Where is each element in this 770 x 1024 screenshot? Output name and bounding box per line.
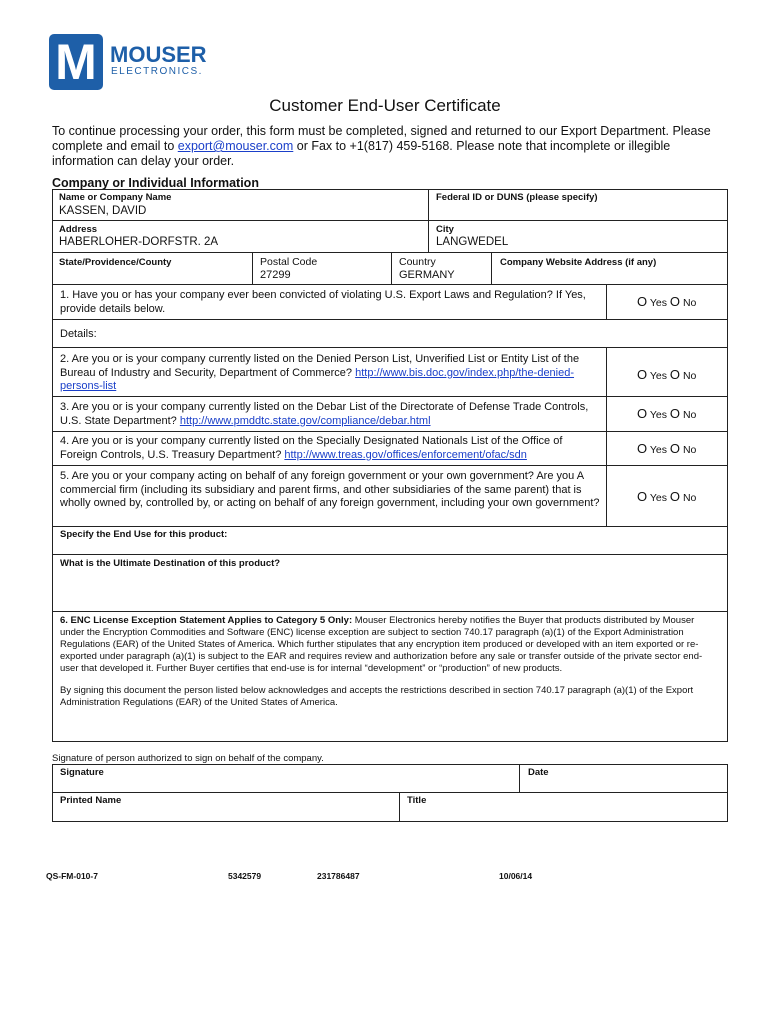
printed-name-label: Printed Name	[60, 795, 122, 806]
signature-field[interactable]	[52, 764, 520, 793]
question-2-yes-no[interactable]	[637, 368, 696, 383]
question-3-text	[60, 401, 600, 428]
question-2-body: 2. Are you or is your company currently listed on the Denied Person List, Unverified List or Entity List of the Bureau of Industry and Security, Department of Commerce?	[60, 353, 580, 379]
name-value: KASSEN, DAVID	[59, 205, 147, 217]
company-section-heading: Company or Individual Information	[52, 176, 259, 190]
question-5-text: 5. Are you or your company acting on behalf of any foreign government or your own government? Are you A commercial firm (including its subsidiary and parent firms, and other subsidiaries of the same parent) that is wholly owned by, controlled by, or acting on behalf of any foreign government, including your own government?	[60, 470, 600, 509]
no-radio-q5[interactable]: O	[669, 489, 681, 504]
signature-caption: Signature of person authorized to sign on behalf of the company.	[52, 753, 324, 764]
yes-radio-q4[interactable]: O	[637, 441, 648, 456]
question-4-body: 4. Are you or is your company currently listed on the Specially Designated Nationals List of the Office of Foreign Controls, U.S. Treasury Department?	[60, 435, 563, 461]
website-field[interactable]	[491, 252, 728, 285]
intro-text	[52, 124, 732, 169]
yes-radio-q2[interactable]: O	[637, 367, 648, 382]
question-4	[52, 431, 607, 466]
footer-date: 10/06/14	[499, 871, 533, 881]
no-radio-q4[interactable]: O	[669, 441, 681, 456]
question-3	[52, 396, 607, 432]
address-field[interactable]	[52, 220, 429, 253]
no-label-q5: No	[682, 492, 697, 504]
federal-id-field[interactable]	[428, 189, 728, 221]
question-3-yes-no[interactable]	[637, 407, 696, 422]
enc-statement	[60, 615, 720, 675]
yes-radio-q5[interactable]: O	[637, 489, 648, 504]
state-field[interactable]	[52, 252, 253, 285]
city-field[interactable]	[428, 220, 728, 253]
debar-list-link[interactable]: http://www.pmddtc.state.gov/compliance/debar.html	[179, 414, 431, 427]
sdn-list-link[interactable]: http://www.treas.gov/offices/enforcement/ofac/sdn	[284, 448, 527, 461]
denied-persons-list-link[interactable]: http://www.bis.doc.gov/index.php/the-denied-persons-list	[60, 366, 575, 392]
question-1-text: 1. Have you or has your company ever been convicted of violating U.S. Export Laws and Regulation? If Yes, provide details below.	[60, 289, 586, 315]
enc-statement-box	[52, 611, 728, 742]
country-field[interactable]	[391, 252, 492, 285]
title-label: Title	[407, 795, 427, 806]
intro-after: or Fax to +1(817) 459-5168. Please note that incomplete or illegible information can delay your order.	[52, 139, 671, 168]
form-id: QS-FM-010-7	[46, 871, 98, 881]
question-4-yes-no[interactable]	[637, 442, 696, 457]
no-label-q3: No	[682, 409, 697, 421]
address-value: HABERLOHER-DORFSTR. 2A	[59, 236, 219, 248]
postal-code-label: Postal Code	[260, 256, 318, 268]
no-label-q2: No	[682, 370, 697, 382]
name-label: Name or Company Name	[59, 192, 172, 203]
printed-name-field[interactable]	[52, 792, 400, 822]
website-label: Company Website Address (if any)	[500, 257, 657, 268]
question-3-body: 3. Are you or is your company currently listed on the Debar List of the Directorate of Defense Trade Controls, U.S. State Department?	[60, 401, 589, 427]
question-2-answer	[606, 347, 728, 397]
question-5	[52, 465, 607, 527]
question-4-text	[60, 435, 600, 462]
no-label-q4: No	[682, 444, 697, 456]
no-radio-q2[interactable]: O	[669, 367, 681, 382]
footer-number-2: 231786487	[317, 871, 360, 881]
date-field[interactable]	[519, 764, 728, 793]
federal-id-label: Federal ID or DUNS (please specify)	[436, 192, 598, 203]
city-value: LANGWEDEL	[436, 236, 509, 248]
no-radio-q1[interactable]: O	[669, 294, 681, 309]
address-label: Address	[59, 224, 98, 235]
city-label: City	[436, 224, 454, 235]
question-5-yes-no[interactable]	[637, 490, 696, 505]
question-4-answer	[606, 431, 728, 466]
question-1-yes-no[interactable]	[637, 295, 696, 310]
end-use-field[interactable]	[52, 526, 728, 555]
destination-field[interactable]	[52, 554, 728, 612]
country-value: GERMANY	[399, 269, 455, 281]
question-2-text	[60, 353, 600, 394]
question-1	[52, 284, 607, 320]
end-use-label: Specify the End Use for this product:	[60, 529, 228, 540]
destination-label: What is the Ultimate Destination of this product?	[60, 558, 281, 569]
yes-label-q1: Yes	[649, 297, 667, 309]
yes-radio-q3[interactable]: O	[637, 406, 648, 421]
postal-code-value: 27299	[260, 269, 291, 281]
yes-radio-q1[interactable]: O	[637, 294, 648, 309]
no-label-q1: No	[682, 297, 697, 309]
question-1-answer	[606, 284, 728, 320]
yes-label-q5: Yes	[649, 492, 667, 504]
intro-before: To continue processing your order, this form must be completed, signed and returned to our Export Department. Please complete and email to	[52, 124, 711, 153]
question-2	[52, 347, 607, 397]
question-5-answer	[606, 465, 728, 527]
no-radio-q3[interactable]: O	[669, 406, 681, 421]
page-title: Customer End-User Certificate	[269, 96, 501, 115]
postal-code-field[interactable]	[252, 252, 392, 285]
enc-signing-text: By signing this document the person listed below acknowledges and accepts the restrictions described in section 740.17 paragraph (a)(1) of the Export Administration Regulations (EAR) of the United States of America.	[60, 685, 694, 708]
enc-text: Mouser Electronics hereby notifies the Buyer that products distributed by Mouser under the Encryption Commodities and Software (ENC) license exception are subject to section 740.17 paragraph (a)(1) of the Export Administration Regulations (EAR) of the United States of America. Which further stipulates that any encryption item produced or developed with an item exported or re-exported under paragraph (a)(1) is subject to the EAR and requires review and authorization before any sale or transfer outside of the private sector end-user that developed it. Further Buyer certifies that end-use is for internal “development” or “production” of new products.	[60, 615, 703, 674]
signature-label: Signature	[60, 767, 104, 778]
yes-label-q3: Yes	[649, 409, 667, 421]
name-field[interactable]	[52, 189, 429, 221]
logo-subtitle: ELECTRONICS.	[111, 66, 203, 77]
export-email-link[interactable]: export@mouser.com	[177, 139, 294, 153]
details-field[interactable]	[52, 319, 728, 348]
enc-heading: 6. ENC License Exception Statement Applies to Category 5 Only:	[60, 615, 353, 626]
date-label: Date	[528, 767, 549, 778]
yes-label-q4: Yes	[649, 444, 667, 456]
mouser-logo-mark	[49, 34, 103, 90]
title-field[interactable]	[399, 792, 728, 822]
question-3-answer	[606, 396, 728, 432]
logo-letter: M	[55, 34, 97, 90]
state-label: State/Providence/County	[59, 257, 172, 268]
logo-name: MOUSER	[110, 42, 207, 67]
details-label: Details:	[60, 328, 97, 340]
footer-number-1: 5342579	[228, 871, 262, 881]
yes-label-q2: Yes	[649, 370, 667, 382]
country-label: Country	[399, 256, 436, 268]
